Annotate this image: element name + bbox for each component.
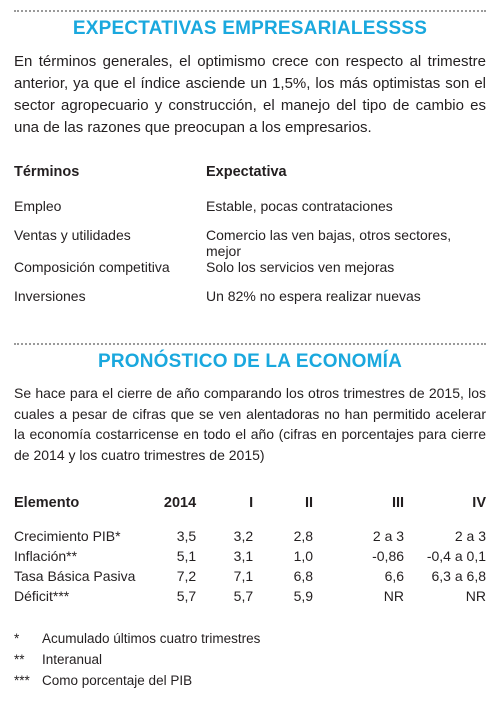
value-cell: -0,4 a 0,1 (426, 548, 486, 564)
footnote-text: Como porcentaje del PIB (42, 673, 193, 688)
section-heading-pronostico: PRONÓSTICO DE LA ECONOMÍA (97, 351, 403, 372)
value-cell: 5,7 (233, 588, 254, 604)
value-cell: 2,8 (293, 528, 314, 544)
expectation-cell: Comercio las ven bajas, otros sectores, mejor (206, 227, 452, 259)
element-cell: Tasa Básica Pasiva (14, 568, 136, 584)
top-dotted-divider (14, 10, 486, 12)
middle-dotted-divider (14, 343, 486, 345)
footnote-symbol: * (14, 631, 20, 646)
value-cell: 7,1 (233, 568, 254, 584)
table-header-row (14, 162, 486, 198)
table-row (14, 259, 486, 288)
value-cell: 7,2 (176, 568, 197, 584)
table-header-row (14, 492, 486, 526)
forecast-paragraph: Se hace para el cierre de año comparando los otros trimestres de 2015, los cuales a pesar de cifras que se ven alentadoras no han permitido acelerar la economía costarricense en todo el año (cifras en porcentajes para cierre de 2014 y los cuatro trimestres de 2015) (14, 385, 486, 463)
value-cell: -0,86 (372, 548, 405, 564)
element-cell: Inflación** (14, 548, 78, 564)
value-cell: 3,5 (176, 528, 197, 544)
intro-paragraph: En términos generales, el optimismo crece con respecto al trimestre anterior, ya que el índice asciende un 1,5%, los más optimistas son el sector agropecuario y construcción, el manejo del tipo de cambio es una de las razones que preocupan a los empresarios. (14, 53, 486, 136)
value-cell: 2 a 3 (454, 528, 486, 544)
forecast-table (14, 492, 486, 606)
column-header-expectativa: Expectativa (206, 164, 287, 180)
footnote (14, 628, 260, 649)
column-header-terminos: Términos (14, 164, 80, 180)
value-cell: 1,0 (293, 548, 314, 564)
table-row (14, 526, 486, 546)
value-cell: 5,7 (176, 588, 197, 604)
footnote-text: Acumulado últimos cuatro trimestres (42, 631, 261, 646)
expectation-cell: Solo los servicios ven mejoras (206, 259, 395, 275)
table-row (14, 288, 486, 317)
value-cell: 3,2 (233, 528, 254, 544)
term-cell: Composición competitiva (14, 259, 170, 275)
column-header-elemento: Elemento (14, 495, 80, 511)
element-cell: Crecimiento PIB* (14, 528, 121, 544)
value-cell: NR (383, 588, 405, 604)
column-header-q4: IV (472, 495, 486, 511)
value-cell: 3,1 (233, 548, 254, 564)
table-row (14, 546, 486, 566)
footnote-symbol: *** (14, 673, 30, 688)
footnotes (14, 628, 260, 691)
value-cell: 6,6 (384, 568, 405, 584)
term-cell: Ventas y utilidades (14, 227, 131, 243)
value-cell: 5,9 (293, 588, 314, 604)
value-cell: 2 a 3 (372, 528, 405, 544)
value-cell: 6,8 (293, 568, 314, 584)
table-row (14, 198, 486, 227)
expectation-cell: Estable, pocas contrataciones (206, 198, 393, 214)
footnote (14, 670, 260, 691)
value-cell: 5,1 (176, 548, 197, 564)
table-row (14, 586, 486, 606)
footnote-symbol: ** (14, 652, 25, 667)
column-header-q1: I (249, 495, 254, 511)
column-header-2014: 2014 (163, 495, 197, 511)
table-row (14, 227, 486, 259)
expectation-cell: Un 82% no espera realizar nuevas (206, 288, 421, 304)
column-header-q2: II (305, 495, 314, 511)
element-cell: Déficit*** (14, 588, 70, 604)
term-cell: Inversiones (14, 288, 86, 304)
footnote (14, 649, 260, 670)
value-cell: 6,3 a 6,8 (431, 568, 486, 584)
footnote-text: Interanual (42, 652, 103, 667)
table-row (14, 566, 486, 586)
term-cell: Empleo (14, 198, 62, 214)
section-heading-expectativas: EXPECTATIVAS EMPRESARIALESSSS (72, 18, 428, 39)
value-cell: NR (465, 588, 486, 604)
expectations-table (14, 162, 486, 317)
column-header-q3: III (391, 495, 405, 511)
